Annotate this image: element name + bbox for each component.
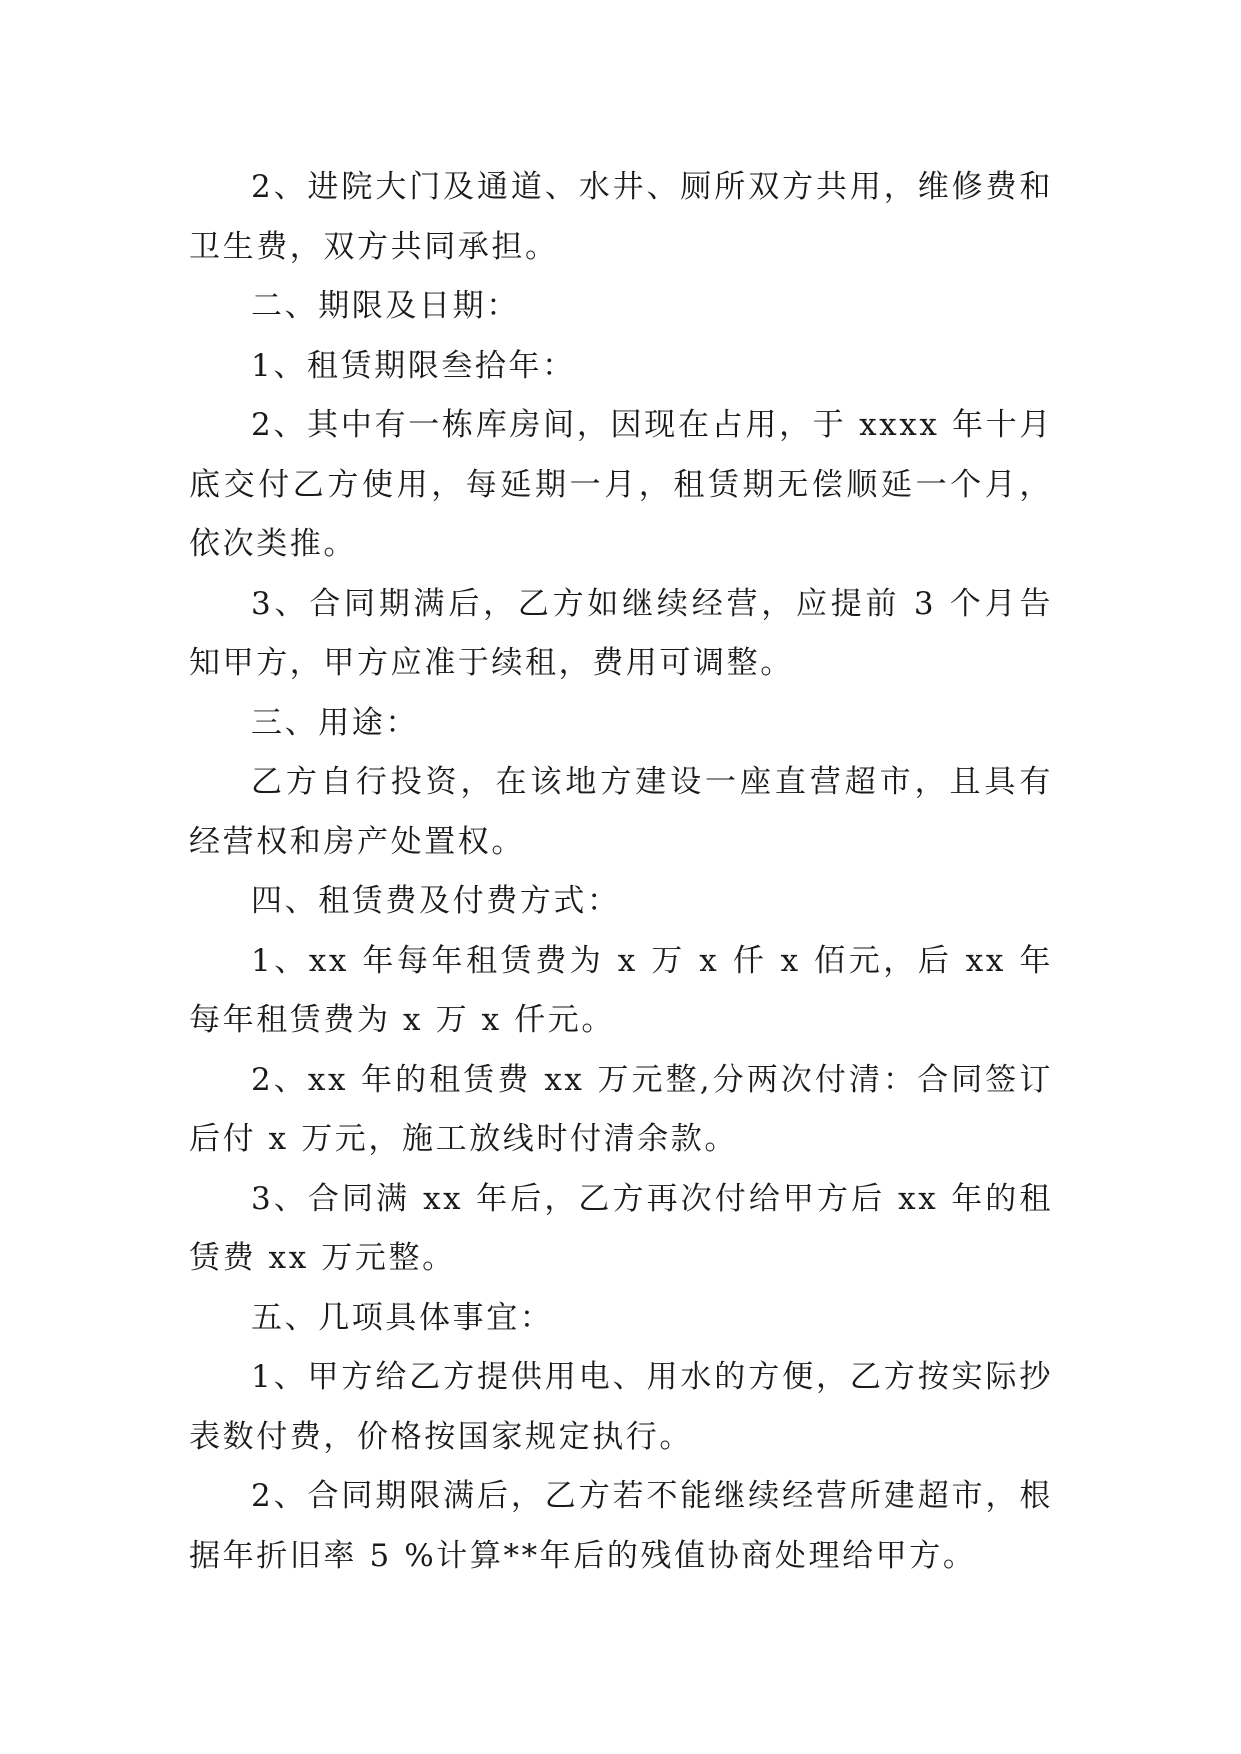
paragraph: 1、甲方给乙方提供用电、用水的方便，乙方按实际抄表数付费，价格按国家规定执行。 <box>189 1359 1053 1455</box>
section-heading: 二、期限及日期： <box>251 288 520 324</box>
paragraph: 3、合同期满后，乙方如继续经营，应提前 3 个月告知甲方，甲方应准于续租，费用可调整。 <box>189 585 1053 681</box>
section-heading: 五、几项具体事宜： <box>251 1299 554 1336</box>
paragraph: 1、租赁期限叁拾年： <box>251 347 576 384</box>
paragraph: 2、xx 年的租赁费 xx 万元整,分两次付清：合同签订后付 x 万元，施工放线时付清余款。 <box>189 1061 1053 1157</box>
paragraph: 乙方自行投资，在该地方建设一座直营超市，且具有经营权和房产处置权。 <box>189 764 1053 860</box>
section-heading: 三、用途： <box>251 704 419 741</box>
paragraph: 2、合同期限满后，乙方若不能继续经营所建超市，根据年折旧率 5 %计算**年后的残值协商处理给甲方。 <box>189 1478 1053 1574</box>
paragraph: 2、其中有一栋库房间，因现在占用，于 xxxx 年十月底交付乙方使用，每延期一月，租赁期无偿顺延一个月，依次类推。 <box>189 407 1053 562</box>
paragraph: 3、合同满 xx 年后，乙方再次付给甲方后 xx 年的租赁费 xx 万元整。 <box>189 1180 1053 1276</box>
document-body <box>189 158 1053 1586</box>
section-heading: 四、租赁费及付费方式： <box>251 883 621 919</box>
paragraph: 1、xx 年每年租赁费为 x 万 x 仟 x 佰元，后 xx 年每年租赁费为 x 万 x 仟元。 <box>189 942 1053 1038</box>
paragraph: 2、进院大门及通道、水井、厕所双方共用，维修费和卫生费，双方共同承担。 <box>189 169 1053 265</box>
